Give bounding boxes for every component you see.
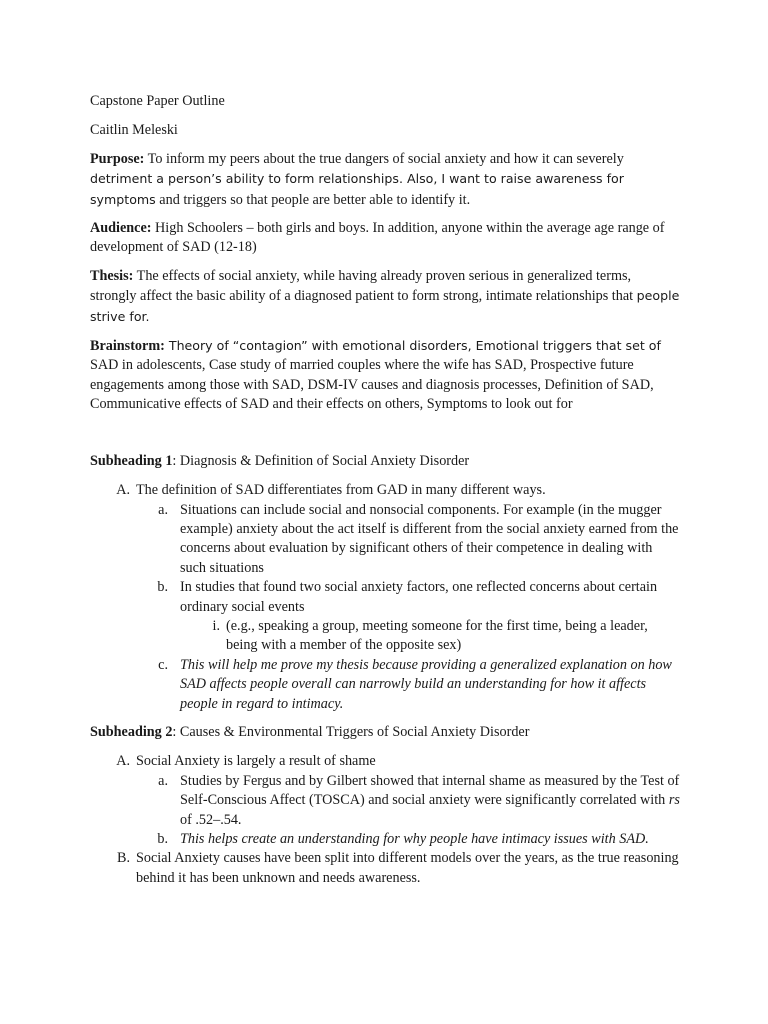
outline-marker: b.	[157, 831, 168, 847]
subheading-2-title: : Causes & Environmental Triggers of Social Anxiety Disorder	[172, 723, 530, 740]
purpose-text-2: detriment a person’s ability to form relationships. Also, I want to raise awareness for symptoms	[90, 171, 624, 207]
brainstorm-text-2: SAD in adolescents, Case study of married couples where the wife has SAD, Prospective future engagements among those with SAD, DSM-IV causes and diagnosis processes, Definition of SAD, Communicative effects of SAD and their effects on others, Symptoms to look out for	[90, 357, 654, 413]
outline-item-2A	[90, 752, 680, 771]
subheading-1-title: : Diagnosis & Definition of Social Anxiety Disorder	[172, 452, 470, 469]
outline-item-1A	[90, 481, 680, 500]
purpose-label: Purpose:	[90, 150, 145, 167]
section-spacer	[90, 424, 680, 452]
author-name: Caitlin Meleski	[90, 122, 178, 139]
purpose-text-3: and triggers so that people are better able to identify it.	[155, 191, 471, 208]
audience-text: High Schoolers – both girls and boys. In addition, anyone within the average age range of development of SAD (12-18)	[90, 220, 665, 256]
outline-text: Social Anxiety is largely a result of shame	[136, 753, 376, 770]
outline-marker: a.	[158, 772, 168, 789]
outline-marker: c.	[158, 656, 168, 673]
italic-rs: rs	[668, 792, 680, 809]
outline-text-part: Studies by Fergus and by Gilbert showed that internal shame as measured by the Test of Self-Conscious Affect (TOSCA) and social anxiety were significantly correlated with	[180, 772, 680, 809]
outline-marker: B.	[116, 850, 130, 867]
outline-item-1Ac	[90, 656, 680, 714]
outline-marker: A.	[116, 482, 130, 499]
brainstorm-paragraph	[90, 336, 680, 415]
outline-content	[90, 92, 680, 888]
thesis-text-1: The effects of social anxiety, while having already proven serious in generalized terms, strongly affect the basic ability of a diagnosed patient to form strong, intimate relationships that	[90, 267, 637, 305]
purpose-text-1: To inform my peers about the true dangers of social anxiety and how it can severely	[144, 150, 624, 167]
outline-item-2B	[90, 849, 680, 888]
outline-marker: a.	[158, 501, 168, 518]
outline-marker: A.	[116, 753, 130, 770]
outline-text	[180, 772, 680, 830]
subheading-2-label: Subheading 2	[90, 723, 173, 740]
outline-item-2Aa	[90, 772, 680, 830]
subheading-2	[90, 723, 680, 742]
outline-item-1Abi	[90, 617, 680, 656]
outline-text: Situations can include social and nonsocial components. For example (in the mugger example) anxiety about the act itself is different from the social anxiety earned from the concerns about evaluation by significant others of their competence in dealing with such situations	[180, 501, 679, 576]
outline-item-1Aa	[90, 501, 680, 579]
subheading-1-label: Subheading 1	[90, 452, 173, 469]
brainstorm-text-1: Theory of “contagion” with emotional disorders, Emotional triggers that set of	[164, 338, 661, 354]
outline-text: (e.g., speaking a group, meeting someone for the first time, being a leader, being with a member of the opposite sex)	[226, 617, 648, 654]
document-title: Capstone Paper Outline	[90, 93, 225, 109]
outline-item-2Ab	[90, 830, 680, 849]
thesis-paragraph	[90, 267, 680, 327]
outline-marker: b.	[157, 579, 168, 596]
thesis-label: Thesis:	[90, 267, 134, 284]
thesis-text-2: people strive for.	[90, 288, 680, 324]
outline-text: In studies that found two social anxiety factors, one reflected concerns about certain ordinary social events	[180, 579, 658, 615]
outline-item-1Ab	[90, 578, 680, 617]
purpose-paragraph	[90, 150, 680, 210]
outline-text-part: of .52–.54.	[180, 811, 242, 828]
outline-text: Social Anxiety causes have been split into different models over the years, as the true reasoning behind it has been unknown and needs awareness.	[136, 850, 679, 886]
brainstorm-label: Brainstorm:	[90, 338, 165, 355]
outline-text: This will help me prove my thesis because providing a generalized explanation on how SAD affects people overall can narrowly build an understanding for how it affects people in regard to intimacy.	[180, 656, 672, 712]
outline-text: The definition of SAD differentiates from GAD in many different ways.	[136, 482, 546, 499]
subheading-1	[90, 452, 680, 471]
audience-label: Audience:	[90, 220, 152, 237]
outline-marker: i.	[212, 617, 220, 634]
audience-paragraph	[90, 219, 680, 258]
outline-text: This helps create an understanding for why people have intimacy issues with SAD.	[180, 831, 649, 847]
